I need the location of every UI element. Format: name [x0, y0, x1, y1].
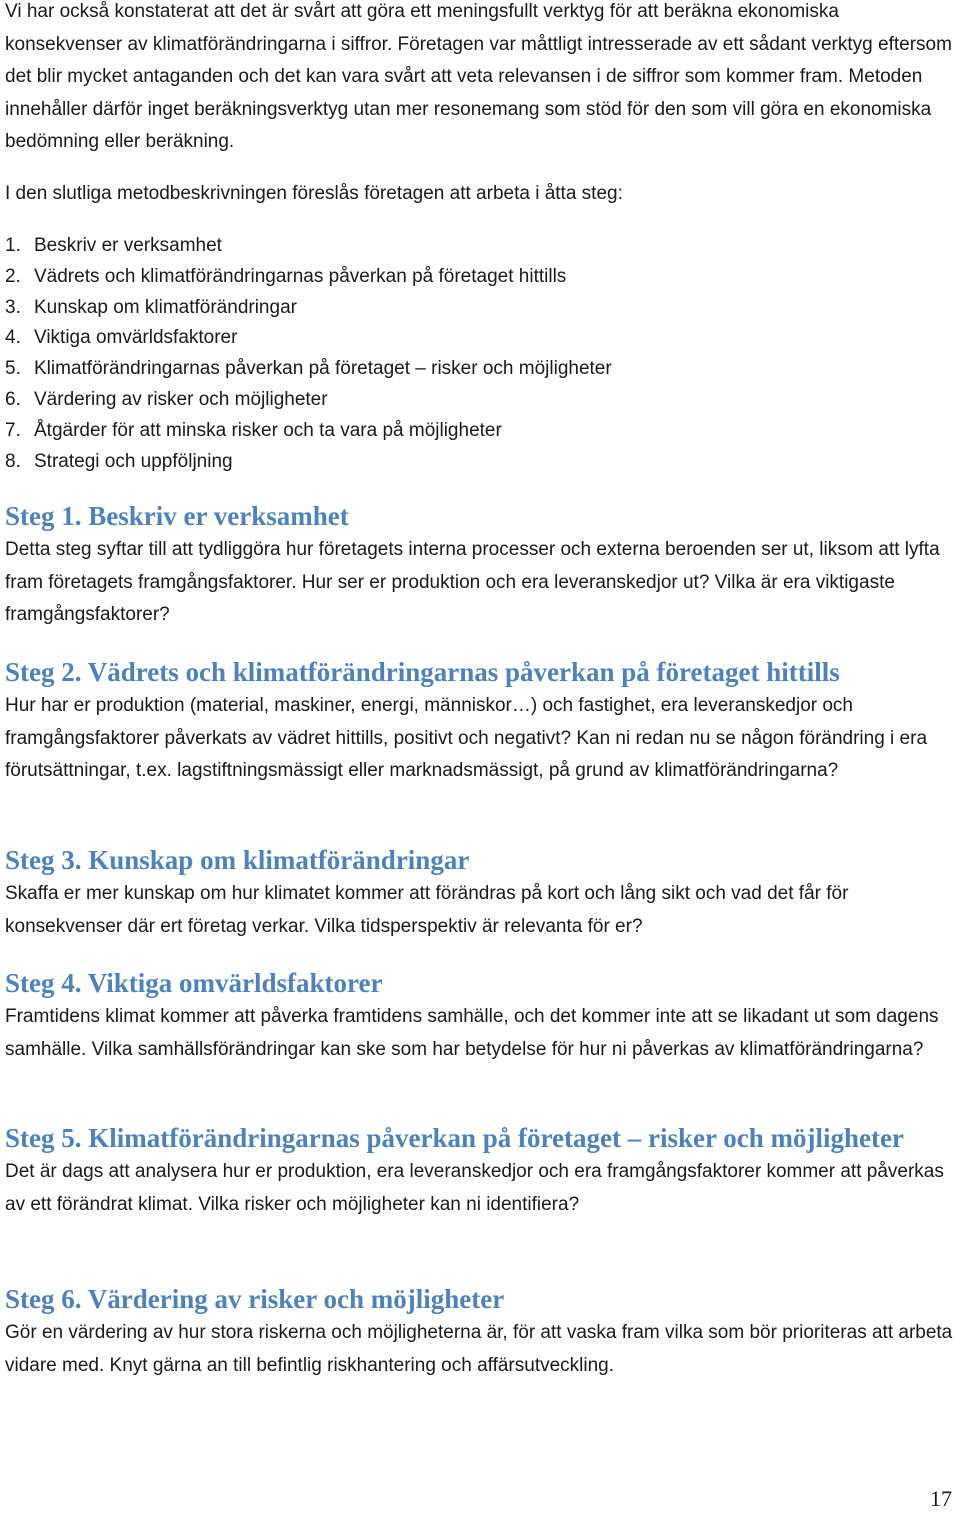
list-label: Kunskap om klimatförändringar — [34, 296, 297, 318]
list-label: Strategi och uppföljning — [34, 450, 233, 472]
list-number: 3. — [5, 296, 21, 318]
list-label: Värdering av risker och möjligheter — [34, 388, 328, 410]
step-number: Steg 1. — [5, 501, 82, 531]
steps-lead-text: I den slutliga metodbeskrivningen föreslås företagen att arbeta i åtta steg: — [5, 183, 623, 204]
list-label: Åtgärder för att minska risker och ta vara på möjligheter — [34, 419, 502, 441]
step-title: Klimatförändringarnas påverkan på företaget – risker och möjligheter — [88, 1123, 904, 1153]
section-text: Skaffa er mer kunskap om hur klimatet kommer att förändras på kort och lång sikt och vad det får för konsekvenser där ert företag verkar. Vilka tidsperspektiv är relevanta för er? — [5, 883, 849, 937]
list-item — [5, 354, 612, 385]
step-title: Viktiga omvärldsfaktorer — [87, 968, 383, 998]
list-number: 6. — [5, 388, 21, 410]
section-heading — [5, 842, 955, 878]
section-step-4 — [5, 965, 955, 1066]
section-heading — [5, 654, 955, 690]
section-text: Framtidens klimat kommer att påverka framtidens samhälle, och det kommer inte att se likadant ut som dagens samhälle. Vilka samhällsförändringar kan ske som har betydelse för hur ni påverkas av klimatförändringarna? — [5, 1006, 939, 1060]
list-item — [5, 231, 612, 262]
section-step-3 — [5, 842, 955, 943]
list-item — [5, 262, 612, 293]
list-number: 4. — [5, 327, 21, 349]
section-heading — [5, 1120, 955, 1156]
section-heading — [5, 498, 955, 534]
step-number: Steg 2. — [5, 657, 82, 687]
list-number: 2. — [5, 265, 21, 287]
list-label: Klimatförändringarnas påverkan på företaget – risker och möjligheter — [34, 358, 612, 380]
list-number: 5. — [5, 358, 21, 380]
list-number: 8. — [5, 450, 21, 472]
step-number: Steg 6. — [5, 1284, 82, 1314]
section-step-2 — [5, 654, 955, 788]
list-label: Viktiga omvärldsfaktorer — [34, 327, 238, 349]
list-item — [5, 385, 612, 416]
step-number: Steg 3. — [5, 845, 82, 875]
section-step-5 — [5, 1120, 955, 1221]
steps-list — [5, 231, 612, 477]
list-item — [5, 323, 612, 354]
list-label: Vädrets och klimatförändringarnas påverkan på företaget hittills — [34, 265, 567, 287]
intro-paragraph: Vi har också konstaterat att det är svårt att göra ett meningsfullt verktyg för att beräkna ekonomiska konsekvenser av klimatförändringarna i siffror. Företagen var måttligt intresserade av ett sådant verktyg eftersom det blir mycket antaganden och det kan vara svårt att veta relevansen i de siffror som kommer fram. Metoden innehåller därför inget beräkningsverktyg utan mer resonemang som stöd för den som vill göra en ekonomiska bedömning eller beräkning. — [5, 1, 952, 152]
step-title: Beskriv er verksamhet — [88, 501, 349, 531]
step-title: Vädrets och klimatförändringarnas påverkan på företaget hittills — [87, 657, 840, 687]
list-item — [5, 416, 612, 447]
section-text: Det är dags att analysera hur er produktion, era leveranskedjor och era framgångsfaktorer kommer att påverkas av ett förändrat klimat. Vilka risker och möjligheter kan ni identifiera? — [5, 1161, 944, 1215]
section-heading — [5, 1281, 955, 1317]
section-step-6 — [5, 1281, 955, 1382]
step-title: Kunskap om klimatförändringar — [88, 845, 470, 875]
section-text: Hur har er produktion (material, maskiner, energi, människor…) och fastighet, era leveranskedjor och framgångsfaktorer påverkats av vädret hittills, positivt och negativt? Kan ni redan nu se någon förändring i era förutsättningar, t.ex. lagstiftningsmässigt eller marknadsmässigt, på grund av klimatförändringarna? — [5, 695, 928, 781]
list-number: 7. — [5, 419, 21, 441]
list-label: Beskriv er verksamhet — [34, 235, 222, 256]
section-text: Detta steg syftar till att tydliggöra hur företagets interna processer och externa beroenden ser ut, liksom att lyfta fram företagets framgångsfaktorer. Hur ser er produktion och era leveranskedjor ut? Vilka är era viktigaste framgångsfaktorer? — [5, 539, 940, 625]
step-number: Steg 4. — [5, 968, 82, 998]
step-number: Steg 5. — [5, 1123, 82, 1153]
section-text: Gör en värdering av hur stora riskerna och möjligheterna är, för att vaska fram vilka som bör prioriteras att arbeta vidare med. Knyt gärna an till befintlig riskhantering och affärsutveckling. — [5, 1322, 953, 1376]
page-number: 17 — [930, 1486, 952, 1511]
list-number: 1. — [5, 235, 21, 256]
list-item — [5, 293, 612, 324]
step-title: Värdering av risker och möjligheter — [87, 1284, 505, 1314]
section-step-1 — [5, 498, 955, 632]
section-heading — [5, 965, 955, 1001]
list-item — [5, 447, 612, 478]
